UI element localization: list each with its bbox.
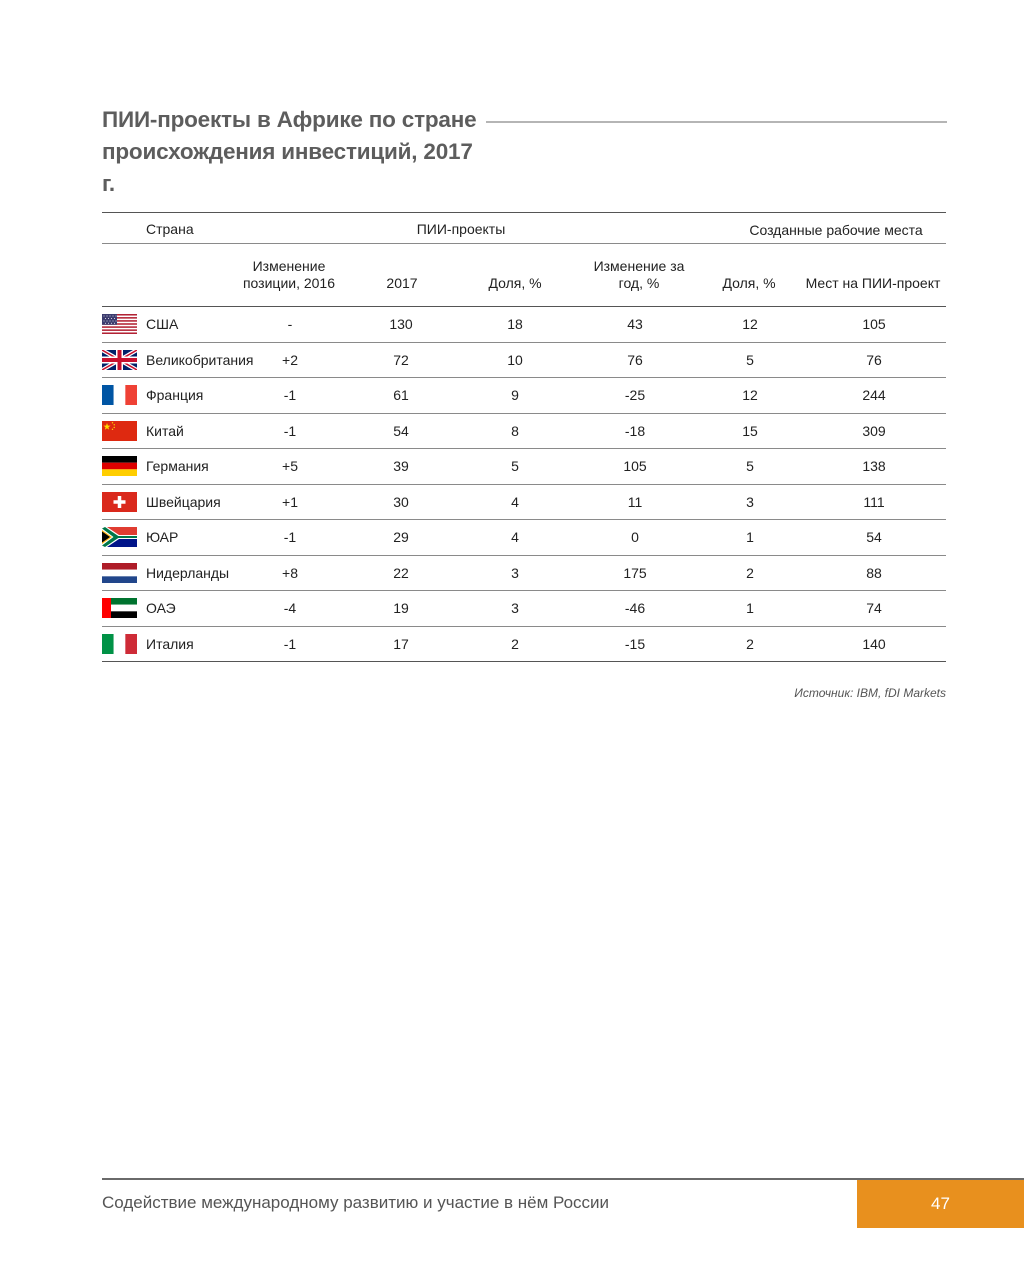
table-row: [102, 627, 946, 662]
projects: 54: [393, 423, 409, 439]
title-line-2: происхождения инвестиций, 2017 г.: [102, 139, 473, 196]
country-name: Китай: [146, 423, 184, 439]
country-name: Нидерланды: [146, 565, 230, 581]
table-row: [102, 414, 946, 449]
jobs-per-project: 88: [866, 565, 882, 581]
rank-change: -1: [283, 423, 297, 439]
page-title: [102, 104, 482, 200]
jobs-share: 5: [746, 458, 754, 474]
share: 4: [511, 529, 519, 545]
rank-change: +2: [282, 352, 298, 368]
subheader-year: 2017: [386, 275, 418, 291]
table-row: [102, 343, 946, 378]
jobs-per-project: 54: [866, 529, 882, 545]
projects: 61: [393, 387, 409, 403]
share: 3: [511, 600, 519, 616]
country-name: Италия: [146, 636, 194, 652]
jobs-per-project: 76: [866, 352, 882, 368]
jobs-per-project: 138: [862, 458, 886, 474]
projects: 130: [389, 316, 413, 332]
country-name: США: [146, 316, 179, 332]
subheader-share-jobs: Доля, %: [722, 275, 776, 291]
table-bottom-rule: [102, 661, 946, 662]
jobs-per-project: 244: [862, 387, 886, 403]
usa-flag-icon: [102, 314, 137, 334]
projects: 30: [393, 494, 409, 510]
header-divider: [102, 243, 946, 244]
jobs-share: 2: [746, 636, 754, 652]
uk-flag-icon: [102, 350, 137, 370]
rank-change: -1: [283, 387, 297, 403]
table-row: [102, 485, 946, 520]
rank-change: +5: [282, 458, 298, 474]
switzerland-flag-icon: [102, 492, 137, 512]
yoy-change: 43: [627, 316, 643, 332]
rank-change: +1: [282, 494, 298, 510]
china-flag-icon: [102, 421, 137, 441]
table-row: [102, 378, 946, 413]
yoy-change: 175: [623, 565, 647, 581]
rank-change: -1: [283, 636, 297, 652]
subheader-rank-change-line-2: позиции, 2016: [242, 275, 336, 291]
header-fdi-projects: ПИИ-проекты: [416, 221, 506, 237]
germany-flag-icon: [102, 456, 137, 476]
share: 10: [507, 352, 523, 368]
country-name: ОАЭ: [146, 600, 176, 616]
header-country: Страна: [146, 221, 194, 237]
share: 18: [507, 316, 523, 332]
share: 4: [511, 494, 519, 510]
yoy-change: -18: [624, 423, 646, 439]
jobs-share: 3: [746, 494, 754, 510]
country-name: Франция: [146, 387, 204, 403]
jobs-per-project: 111: [863, 494, 885, 510]
subheader-yoy-change-line-2: год, %: [618, 275, 660, 291]
south-africa-flag-icon: [102, 527, 137, 547]
jobs-share: 1: [746, 600, 754, 616]
projects: 22: [393, 565, 409, 581]
rank-change: -: [287, 316, 293, 332]
yoy-change: 0: [631, 529, 639, 545]
jobs-per-project: 105: [862, 316, 886, 332]
subheader-rank-change: [243, 258, 335, 292]
jobs-share: 1: [746, 529, 754, 545]
yoy-change: 105: [623, 458, 647, 474]
country-name: Великобритания: [146, 352, 254, 368]
yoy-change: 11: [627, 494, 643, 510]
projects: 29: [393, 529, 409, 545]
share: 5: [511, 458, 519, 474]
italy-flag-icon: [102, 634, 137, 654]
table-row: [102, 449, 946, 484]
source-note: Источник: IBM, fDI Markets: [794, 686, 946, 700]
title-line-1: ПИИ-проекты в Африке по стране: [102, 107, 477, 132]
projects: 17: [393, 636, 409, 652]
table-top-rule: [102, 212, 946, 213]
header-jobs: Созданные рабочие места: [749, 222, 923, 238]
subheader-yoy-change-line-1: Изменение за: [593, 258, 685, 274]
rank-change: +8: [282, 565, 298, 581]
table-row: [102, 307, 946, 342]
table-row: [102, 520, 946, 555]
country-name: ЮАР: [146, 529, 179, 545]
netherlands-flag-icon: [102, 563, 137, 583]
projects: 39: [393, 458, 409, 474]
subheader-share-projects: Доля, %: [488, 275, 542, 291]
rank-change: -1: [283, 529, 297, 545]
title-divider: [486, 121, 947, 123]
footer-title: Содействие международному развитию и участие в нём России: [102, 1193, 610, 1212]
jobs-per-project: 140: [862, 636, 886, 652]
share: 2: [511, 636, 519, 652]
france-flag-icon: [102, 385, 137, 405]
projects: 19: [393, 600, 409, 616]
jobs-share: 15: [742, 423, 758, 439]
page-number: 47: [857, 1180, 1024, 1228]
subheader-rank-change-line-1: Изменение: [252, 258, 326, 274]
table-row: [102, 591, 946, 626]
share: 9: [511, 387, 519, 403]
subheader-jobs-per-project: Мест на ПИИ-проект: [805, 275, 941, 291]
projects: 72: [393, 352, 409, 368]
rank-change: -4: [283, 600, 297, 616]
subheader-yoy-change: [594, 258, 685, 292]
jobs-per-project: 74: [866, 600, 882, 616]
jobs-share: 12: [742, 387, 758, 403]
yoy-change: 76: [627, 352, 643, 368]
yoy-change: -25: [624, 387, 646, 403]
country-name: Германия: [146, 458, 209, 474]
share: 3: [511, 565, 519, 581]
country-name: Швейцария: [146, 494, 221, 510]
yoy-change: -46: [624, 600, 646, 616]
jobs-share: 12: [742, 316, 758, 332]
share: 8: [511, 423, 519, 439]
jobs-share: 5: [746, 352, 754, 368]
yoy-change: -15: [624, 636, 646, 652]
uae-flag-icon: [102, 598, 137, 618]
jobs-per-project: 309: [862, 423, 886, 439]
jobs-share: 2: [746, 565, 754, 581]
table-row: [102, 556, 946, 591]
